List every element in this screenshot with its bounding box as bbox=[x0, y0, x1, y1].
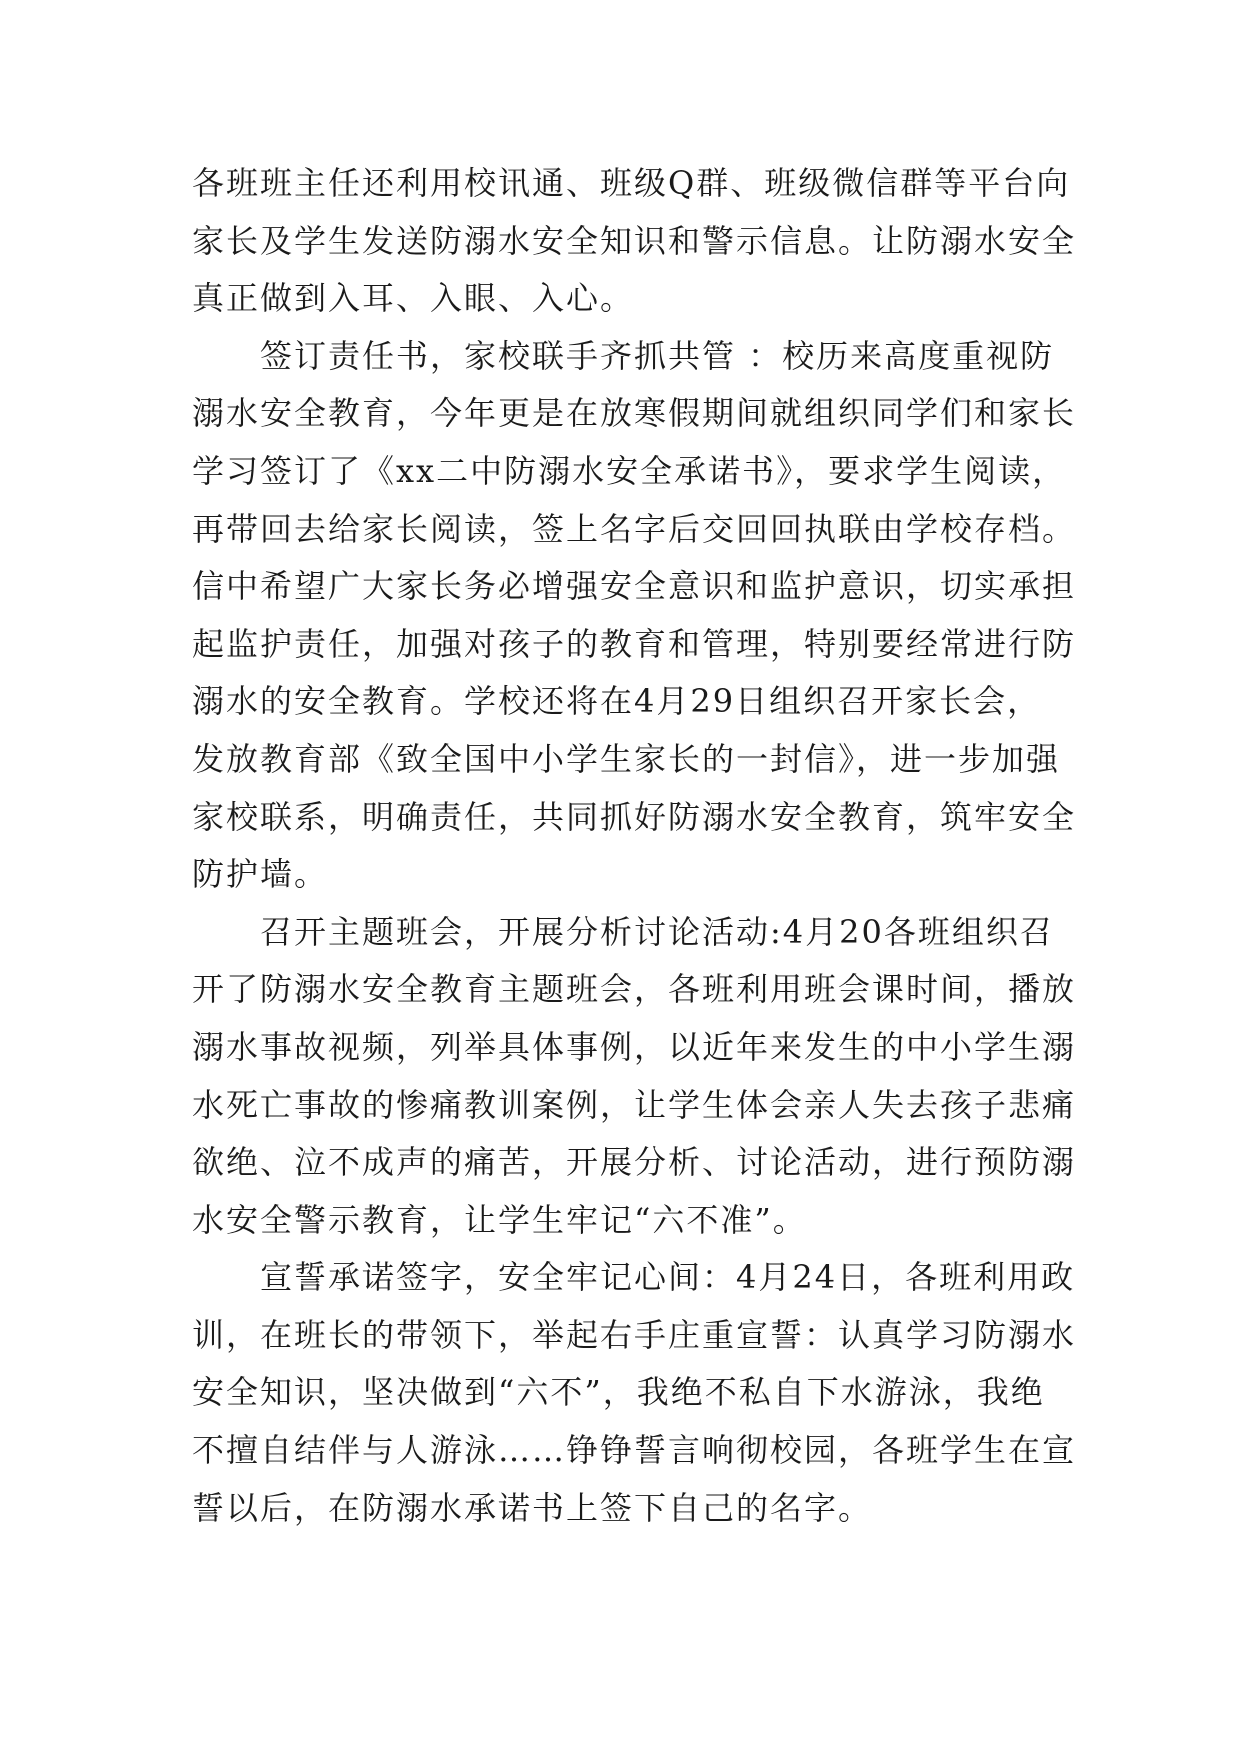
text-line: 开了防溺水安全教育主题班会，各班利用班会课时间，播放 bbox=[192, 970, 1077, 1009]
text-line: 防护墙。 bbox=[192, 855, 329, 894]
text-line: 训，在班长的带领下，举起右手庄重宣誓：认真学习防溺水 bbox=[192, 1315, 1077, 1354]
text-line: 誓以后，在防溺水承诺书上签下自己的名字。 bbox=[192, 1488, 873, 1527]
text-line: 欲绝、泣不成声的痛苦，开展分析、讨论活动，进行预防溺 bbox=[192, 1143, 1077, 1182]
text-line: 再带回去给家长阅读，签上名字后交回回执联由学校存档。 bbox=[192, 509, 1077, 548]
text-line: 召开主题班会，开展分析讨论活动:4月20各班组织召 bbox=[192, 912, 1054, 951]
text-line: 家校联系，明确责任，共同抓好防溺水安全教育，筑牢安全 bbox=[192, 797, 1077, 836]
text-line: 溺水事故视频，列举具体事例，以近年来发生的中小学生溺 bbox=[192, 1027, 1077, 1066]
text-line: 宣誓承诺签字，安全牢记心间：4月24日，各班利用政 bbox=[192, 1258, 1076, 1297]
document-body bbox=[192, 155, 1077, 1537]
text-line: 签订责任书，家校联手齐抓共管 ：校历来高度重视防 bbox=[192, 336, 1055, 375]
text-line: 溺水的安全教育。学校还将在4月29日组织召开家长会， bbox=[192, 682, 1042, 721]
text-line: 学习签订了《xx二中防溺水安全承诺书》，要求学生阅读， bbox=[192, 451, 1067, 490]
text-line: 起监护责任，加强对孩子的教育和管理，特别要经常进行防 bbox=[192, 624, 1077, 663]
text-line: 水死亡事故的惨痛教训案例，让学生体会亲人失去孩子悲痛 bbox=[192, 1085, 1077, 1124]
text-line: 不擅自结伴与人游泳……铮铮誓言响彻校园，各班学生在宣 bbox=[192, 1431, 1077, 1470]
text-line: 各班班主任还利用校讯通、班级Q群、班级微信群等平台向 bbox=[192, 164, 1071, 202]
text-line: 水安全警示教育，让学生牢记“六不准”。 bbox=[192, 1200, 807, 1239]
text-line: 安全知识，坚决做到“六不”，我绝不私自下水游泳，我绝 bbox=[192, 1373, 1045, 1412]
text-line: 信中希望广大家长务必增强安全意识和监护意识，切实承担 bbox=[192, 567, 1077, 606]
text-line: 家长及学生发送防溺水安全知识和警示信息。让防溺水安全 bbox=[192, 221, 1077, 260]
text-line: 真正做到入耳、入眼、入心。 bbox=[192, 279, 635, 318]
text-line: 溺水安全教育，今年更是在放寒假期间就组织同学们和家长 bbox=[192, 394, 1077, 433]
text-line: 发放教育部《致全国中小学生家长的一封信》，进一步加强 bbox=[192, 739, 1061, 778]
